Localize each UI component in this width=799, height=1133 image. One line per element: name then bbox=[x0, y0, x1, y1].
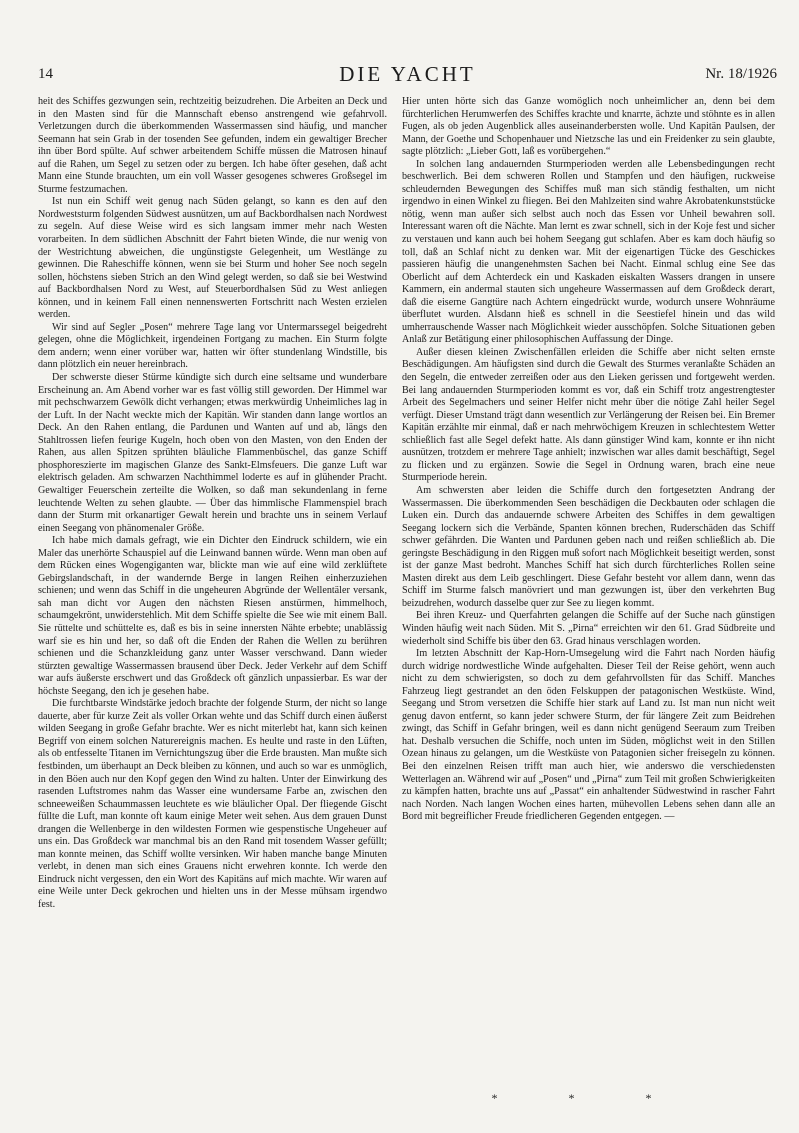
issue-number: Nr. 18/1926 bbox=[705, 66, 777, 82]
paragraph: Hier unten hörte sich das Ganze womöglich noch unheimlicher an, denn bei dem fürchterlichen Herumwerfen des Schiffes krachte und knarrte, ächzte und stöhnte es in allen Fugen, als ob jeden Augenblick alles auseinanderbersten wolle. Und Kapitän Paulsen, der Mann, der Goethe und Schopenhauer und Nietzsche las und ein Freidenker zu sein glaubte, sagte plötzlich: „Lieber Gott, laß es vorübergehen.“ bbox=[402, 96, 775, 158]
left-column bbox=[38, 96, 387, 912]
paragraph: Ist nun ein Schiff weit genug nach Süden gelangt, so kann es den auf den Nordweststurm folgenden Südwest ausnützen, um auf Backbordhalsen nach Nordwest zu segeln. Auf diese Weise wird es sich langsam immer mehr nach Westen vorarbeiten. In dem südlichen Abschnitt der Fahrt bieten Winde, die nur wenig von der Westrichtung abweichen, die ungünstigste Gelegenheit, um Westlänge zu gewinnen. Die Raheschiffe können, wenn sie bei Sturm und hoher See noch segeln sollen, höchstens sieben Strich an den Wind gelegt werden, so daß sie bei Westwind auf Backbordhalsen Nord zu West, auf Steuerbordhalsen Süd zu West anliegen können, und in keinem Fall einen nennenswerten Fortschritt nach Westen erzielen werden. bbox=[38, 196, 387, 321]
paragraph: Im letzten Abschnitt der Kap-Horn-Umsegelung wird die Fahrt nach Norden häufig durch widrige nordwestliche Winde aufgehalten. Dieser Teil der Reise gehört, wenn auch nicht zu dem schwierigsten, so doch zu dem gefahrvollsten für das Schiff. Manches Fahrzeug liegt gestrandet an den öden Felskuppen der patagonischen Westküste. Wind, Seegang und Strom versetzen die Schiffe hier stark auf Land zu. Ist man nun nicht weit genug davon entfernt, so kann jeder schwere Sturm, der für längere Zeit zum Beidrehen zwingt, das Schiff in Gefahr bringen, weil es dann nicht genügend Seeraum zum Treiben hat. Deshalb versuchen die Schiffe, noch unten im Süden, möglichst weit in den Stillen Ozean hinaus zu gelangen, um die Westküste von Patagonien sicher freisegeln zu können. Bei den einzelnen Reisen trifft man auch hier, wie anderswo die verschiedensten Wetterlagen an. Während wir auf „Posen“ und „Pirna“ zum Teil mit großen Schwierigkeiten zu kämpfen hatten, brachte uns auf „Passat“ ein anhaltender Südwestwind in rascher Fahrt nach Norden. Nach langen Wochen eines harten, mühevollen Lebens sehen dann alle an Bord mit begreiflicher Freude friedlicheren Gegenden entgegen. — bbox=[402, 648, 775, 823]
right-column bbox=[402, 96, 775, 824]
paragraph: Bei ihren Kreuz- und Querfahrten gelangen die Schiffe auf der Suche nach günstigen Winden häufig weit nach Süden. Mit S. „Pirna“ erreichten wir den 61. Grad Südbreite und wiederholt sind Schiffe bis über den 63. Grad hinaus verschlagen worden. bbox=[402, 610, 775, 647]
section-end-stars: * * * bbox=[491, 1091, 686, 1105]
paragraph: Wir sind auf Segler „Posen“ mehrere Tage lang vor Untermarssegel beigedreht gelegen, ohne die Möglichkeit, irgendeinen Fortgang zu machen. Ein Sturm folgte dem andern; wenn einer vorüber war, hatten wir öfter stundenlang Windstille, bis dann plötzlich ein neuer hereinbrach. bbox=[38, 321, 387, 371]
paragraph: heit des Schiffes gezwungen sein, rechtzeitig beizudrehen. Die Arbeiten an Deck und in den Masten sind für die Mannschaft ebenso anstrengend wie gefahrvoll. Verletzungen durch die überkommenden Wassermassen sind häufig, und mancher Seemann hat sein Grab in der tosenden See gefunden, indem ein gewaltiger Brecher ihn über Bord spülte. Auf schwer arbeitendem Schiffe müssen die Matrosen hinauf auf die Rahen, um Segel zu setzen oder zu bergen. Ich habe öfter gesehen, daß acht Mann eine Stunde brauchten, um ein voll Wasser gesogenes schweres Großsegel im Sturme festzumachen. bbox=[38, 96, 387, 195]
page-header bbox=[38, 62, 777, 90]
paragraph: Ich habe mich damals gefragt, wie ein Dichter den Eindruck schildern, wie ein Maler das unerhörte Schauspiel auf die Leinwand bannen würde. Wenn man oben auf dem Rücken eines Wogengiganten war, blickte man wie auf eine wild zerklüftete Gebirgslandschaft, in der wandernde Berge in langen Reihen einherzuziehen schienen; und wenn das Schiff in die ungeheuren Abgründe der Wellentäler versank, sah man dicht vor Augen den nächsten Riesen anstürmen, himmelhoch, schaumgekrönt, unwiderstehlich. Mit dem Schiffe spielte die See wie mit einem Ball. Sie rüttelte und schüttelte es, daß es bis in seine innersten Nähte erbebte; unablässig warf sie es hin und her, so daß oft die Enden der Rahen die Wellen zu berühren schienen und die Schanzkleidung ganz unter Wasser verschwand. Dann wieder stürzten gewaltige Wassermassen brausend über Deck. Jeder Verkehr auf dem Schiff war aufs äußerste erschwert und das Großdeck oft gänzlich unpassierbar. Es war der höchste Seegang, den ich je gesehen habe. bbox=[38, 535, 387, 697]
paragraph: In solchen lang andauernden Sturmperioden werden alle Lebensbedingungen recht beschwerlich. Bei dem schweren Rollen und Stampfen und den häufigen, ruckweise schleudernden Bewegungen des Schiffes muß man sich ständig festhalten, um nicht irgendwo in einen Winkel zu fliegen. Bei den Mahlzeiten sind wahre Akrobatenkunststücke nötig, wenn man außer sich selbst auch noch das Essen vor Unheil bewahren soll. Interessant waren oft die Nächte. Man lernt es zwar schnell, sich in der Koje fest und sicher zu verstauen und kann auch bei hohem Seegang gut schlafen. Aber es kam doch häufig so toll, daß an Schlaf nicht zu denken war. Mit der eigenartigen Tücke des Geschickes passieren häufig die unangenehmsten Sachen bei Nacht. Einmal schlug eine See das Oberlicht auf dem Achterdeck ein und Kaskaden eiskalten Wassers drangen in unsere Kammern, ein andermal stauten sich ungeheure Wassermassen auf dem Großdeck derart, daß die eiserne Gangtüre nach Achtern eingedrückt wurde, wodurch unsere Wohnräume überflutet wurden. Alsdann hieß es schnell in die Seestiefel hinein und das wild umherrauschende Wasser nach Möglichkeit wieder ausschöpfen. Solche Situationen geben Anlaß zur Betätigung einer philosophischen Auffassung der Dinge. bbox=[402, 158, 775, 346]
paragraph: Am schwersten aber leiden die Schiffe durch den fortgesetzten Andrang der Wassermassen. Die überkommenden Seen beschädigen die Deckbauten oder schlagen die Luken ein. Durch das andauernde schwere Arbeiten des Schiffes in dem gewaltigen Seegang lockern sich die Verbände, Spanten können brechen, Ruderschäden das Schiff schwer gefährden. Die Wanten und Pardunen geben nach und reißen schließlich ab. Die geringste Beschädigung in den Riggen muß sofort nach Möglichkeit beseitigt werden, sonst ist der ganze Mast bedroht. Manches Schiff hat sich durch fürchterliches Rollen seine Masten direkt aus dem Leib geschlingert. Diese Gefahr besteht vor allem dann, wenn das Schiff im Sturme falsch manövriert und man gezwungen ist, über den verkehrten Bug beizudrehen, wodurch dasselbe quer zur See zu liegen kommt. bbox=[402, 484, 775, 609]
paragraph: Die furchtbarste Windstärke jedoch brachte der folgende Sturm, der nicht so lange dauerte, aber für kurze Zeit als voller Orkan wehte und das Schiff durch einen äußerst wilden Seegang in große Gefahr brachte. Wer es nicht miterlebt hat, kann sich keinen Begriff von einem solchen Naturereignis machen. Es heulte und raste in den Lüften, als ob entfesselte Titanen im Vernichtungszug über die Erde brausten. Man mußte sich festbinden, um überhaupt an Deck bleiben zu können, und auch so war es unmöglich, in den Böen auch nur den Kopf gegen den Wind zu halten. Unter der Einwirkung des rasenden Luftstromes nahm das Wasser eine wundersame Farbe an, zwischen den schneeweißen Schaummassen leuchtete es wie bläulicher Opal. Der fliegende Gischt füllte die Luft, man konnte oft kaum einige Meter weit sehen. Aus dem grauen Dunst drangen die Wellenberge in den wildesten Formen wie gespenstische Ungeheuer auf uns ein. Das Großdeck war manchmal bis an den Rand mit tosendem Wasser gefüllt; man konnte meinen, das Schiff wollte versinken. Wir haben manche bange Minuten verlebt, in denen man sich eines Grauens nicht erwehren konnte. Ich werde den Eindruck nicht vergessen, den ein Wort des Kapitäns auf mich machte. Wir waren auf eine Weile unter Deck gekrochen und hielten uns in der Messe mühsam irgendwo fest. bbox=[38, 698, 387, 910]
paragraph: Der schwerste dieser Stürme kündigte sich durch eine seltsame und wunderbare Erscheinung an. Am Abend vorher war es fast völlig still geworden. Der Himmel war mit pechschwarzem Gewölk dicht verhangen; etwas merkwürdig Unheimliches lag in der Luft. In der Nacht weckte mich der Kapitän. Wir standen dann lange wortlos an Deck. An den Rahen entlang, die Pardunen und Wanten auf und ab, längs den Stahltrossen liefen feurige Kugeln, hoch oben von den Masten, von den Enden der Rahen, aus allen Spitzen sprühten bläuliche Flammenbüschel, das ganze Schiff phosphoreszierte im magischen Glanze des Sankt-Elmsfeuers. Die ganze Luft war elektrisch geladen. Am schwarzen Nachthimmel loderte es auf in glühender Pracht. Gewaltiger Feuerschein zerteilte die Wolken, so daß man sekundenlang in ferne leuchtende Welten zu sehen glaubte. — Über das himmlische Flammenspiel brach dann der Sturm mit orkanartiger Gewalt herein und brachte uns in seinem Verlauf einen Seegang von phänomenaler Größe. bbox=[38, 372, 387, 534]
paragraph: Außer diesen kleinen Zwischenfällen erleiden die Schiffe aber nicht selten ernste Beschädigungen. Am häufigsten sind durch die Gewalt des Sturmes veranlaßte Schäden an den Segeln, die entweder zerreißen oder aus den Lieken gerissen und fortgeweht werden. Bei lang andauernden Sturmperioden kommt es vor, daß ein Schiff trotz angestrengtester Arbeit des Segelmachers und seiner Helfer nicht mehr über die nötige Zahl heiler Segel verfügt. Dieser Umstand trägt dann wesentlich zur Verlängerung der Reisen bei. Ein Bremer Kapitän erzählte mir einmal, daß er nach mehrwöchigem Kreuzen in schlechtestem Wetter schließlich fast alle Segel defekt hatte. Als dann günstiger Wind kam, konnte er ihn nicht ausnützen, trotzdem er mehrere Tage anhielt; inzwischen war alles damit beschäftigt, Segel zu flicken und zu ergänzen. Sowie die Segel in Ordnung waren, brach eine neue Sturmperiode herein. bbox=[402, 346, 775, 484]
journal-title: DIE YACHT bbox=[339, 62, 476, 86]
page-number: 14 bbox=[38, 66, 53, 82]
